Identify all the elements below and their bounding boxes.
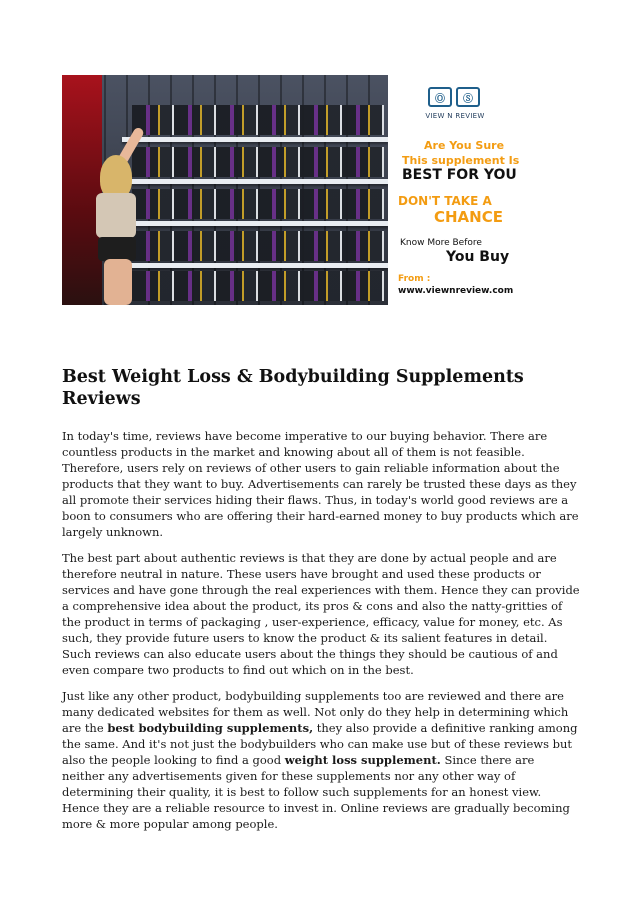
logo-icon-right: Ⓢ: [456, 87, 480, 107]
ad-line-8: From :: [398, 274, 431, 284]
ad-line-4: DON'T TAKE A: [398, 194, 492, 208]
keyword-weight-loss: weight loss supplement.: [284, 753, 441, 767]
keyword-bodybuilding: best bodybuilding supplements,: [107, 721, 314, 735]
article-title: Best Weight Loss & Bodybuilding Supplements Reviews: [62, 367, 524, 409]
shopper-figure: [82, 155, 152, 305]
brand-logo: [428, 87, 480, 107]
ad-line-3: BEST FOR YOU: [402, 167, 517, 183]
ad-line-5: CHANCE: [434, 208, 503, 226]
brand-name: VIEW N REVIEW: [425, 112, 485, 120]
ad-line-7: You Buy: [446, 249, 510, 265]
ad-line-6: Know More Before: [400, 238, 482, 248]
logo-icon-left: Ⓞ: [428, 87, 452, 107]
paragraph-3-part-b: they also provide a definitive ranking among the same. And it's not just the bodybuilders who can make use but of these reviews but also the people looking to find a good: [62, 721, 578, 767]
ad-line-2: This supplement Is: [402, 154, 520, 167]
ad-panel: [388, 75, 522, 305]
banner-image: [62, 75, 522, 305]
paragraph-3-part-c: Since there are neither any advertisements given for these supplements nor any other way of determining their quality, it is best to follow such supplements for an honest view. Hence they are a reliable resource to invest in. Online reviews are gradually becoming more & more popular among people.: [62, 753, 570, 831]
store-shelves-photo: [62, 75, 388, 305]
paragraph-1: In today's time, reviews have become imperative to our buying behavior. There are countless products in the market and knowing about all of them is not feasible. Therefore, users rely on reviews of other users to gain reliable information about the products that they want to buy. Advertisements can rarely be trusted these days as they all promote their services hiding their flaws. Thus, in today's world good reviews are a boon to consumers who are offering their hard-earned money to buy products which are largely unknown.: [62, 429, 579, 539]
ad-website: www.viewnreview.com: [398, 286, 514, 296]
paragraph-3-part-a: Just like any other product, bodybuilding supplements too are reviewed and there are many dedicated websites for them as well. Not only do they help in determining which are the: [62, 689, 569, 735]
ad-line-1: Are You Sure: [424, 139, 505, 152]
paragraph-2: The best part about authentic reviews is that they are done by actual people and are therefore neutral in nature. These users have brought and used these products or services and have gone through the real experiences with them. Hence they can provide a comprehensive idea about the product, its pros & cons and also the natty-gritties of the product in terms of packaging , user-experience, efficacy, value for money, etc. As such, they provide future users to know the product & its salient features in detail. Such reviews can also educate users about the things they should be cautious of and even compare two products to find out which on in the best.: [62, 551, 580, 677]
paragraph-3: [62, 688, 580, 832]
